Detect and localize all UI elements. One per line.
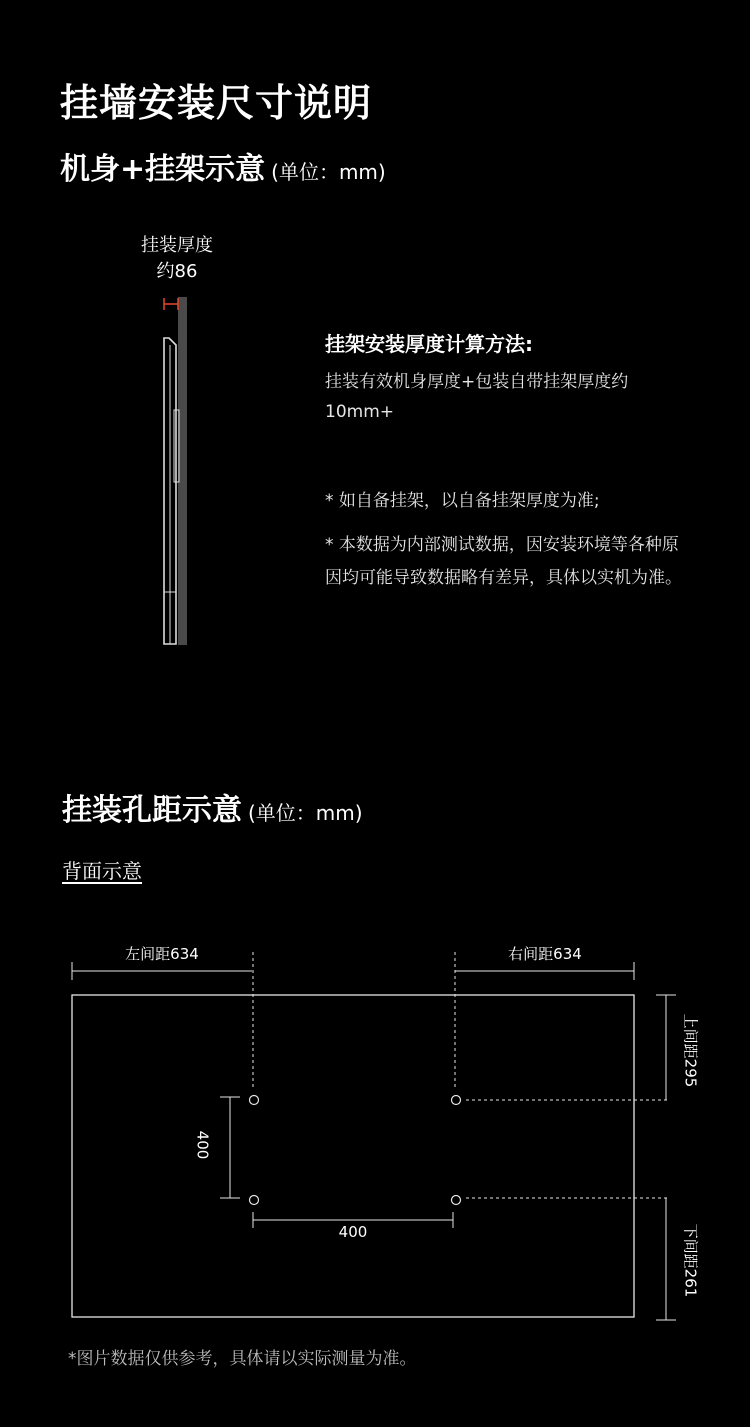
hole-top-right — [452, 1096, 461, 1105]
horizontal-spacing-label: 400 — [338, 1223, 368, 1241]
right-distance-label: 右间距634 — [508, 945, 582, 963]
note-own-bracket: * 如自备挂架，以自备挂架厚度为准; — [325, 491, 600, 511]
note-test-data: * 本数据为内部测试数据，因安装环境等各种原因均可能导致数据略有差异，具体以实机为准。 — [325, 535, 682, 588]
method-body: 挂装有效机身厚度+包装自带挂架厚度约10mm+ — [325, 372, 629, 422]
back-view-label: 背面示意 — [62, 859, 142, 883]
section-title-text: 挂装孔距示意 — [62, 793, 242, 828]
thickness-label-line2: 约86 — [156, 261, 198, 282]
tv-back-outline — [72, 995, 634, 1317]
left-distance-label: 左间距634 — [125, 945, 199, 963]
unit-label: (单位：mm) — [248, 801, 363, 825]
hole-bottom-right — [452, 1196, 461, 1205]
hole-top-left — [250, 1096, 259, 1105]
unit-label: (单位：mm) — [271, 160, 386, 184]
thickness-label-line1: 挂装厚度 — [141, 235, 213, 256]
section-title-hole-spacing — [62, 785, 363, 829]
vertical-spacing-label: 400 — [193, 1130, 212, 1160]
section-title-text: 机身+挂架示意 — [60, 152, 266, 187]
method-title: 挂架安装厚度计算方法: — [325, 332, 533, 356]
top-distance-label: 上间距295 — [681, 1013, 700, 1088]
page-title: 挂墙安装尺寸说明 — [60, 81, 373, 125]
hole-bottom-left — [250, 1196, 259, 1205]
footer-note: *图片数据仅供参考，具体请以实际测量为准。 — [68, 1349, 417, 1369]
bottom-distance-label: 下间距261 — [681, 1223, 700, 1298]
